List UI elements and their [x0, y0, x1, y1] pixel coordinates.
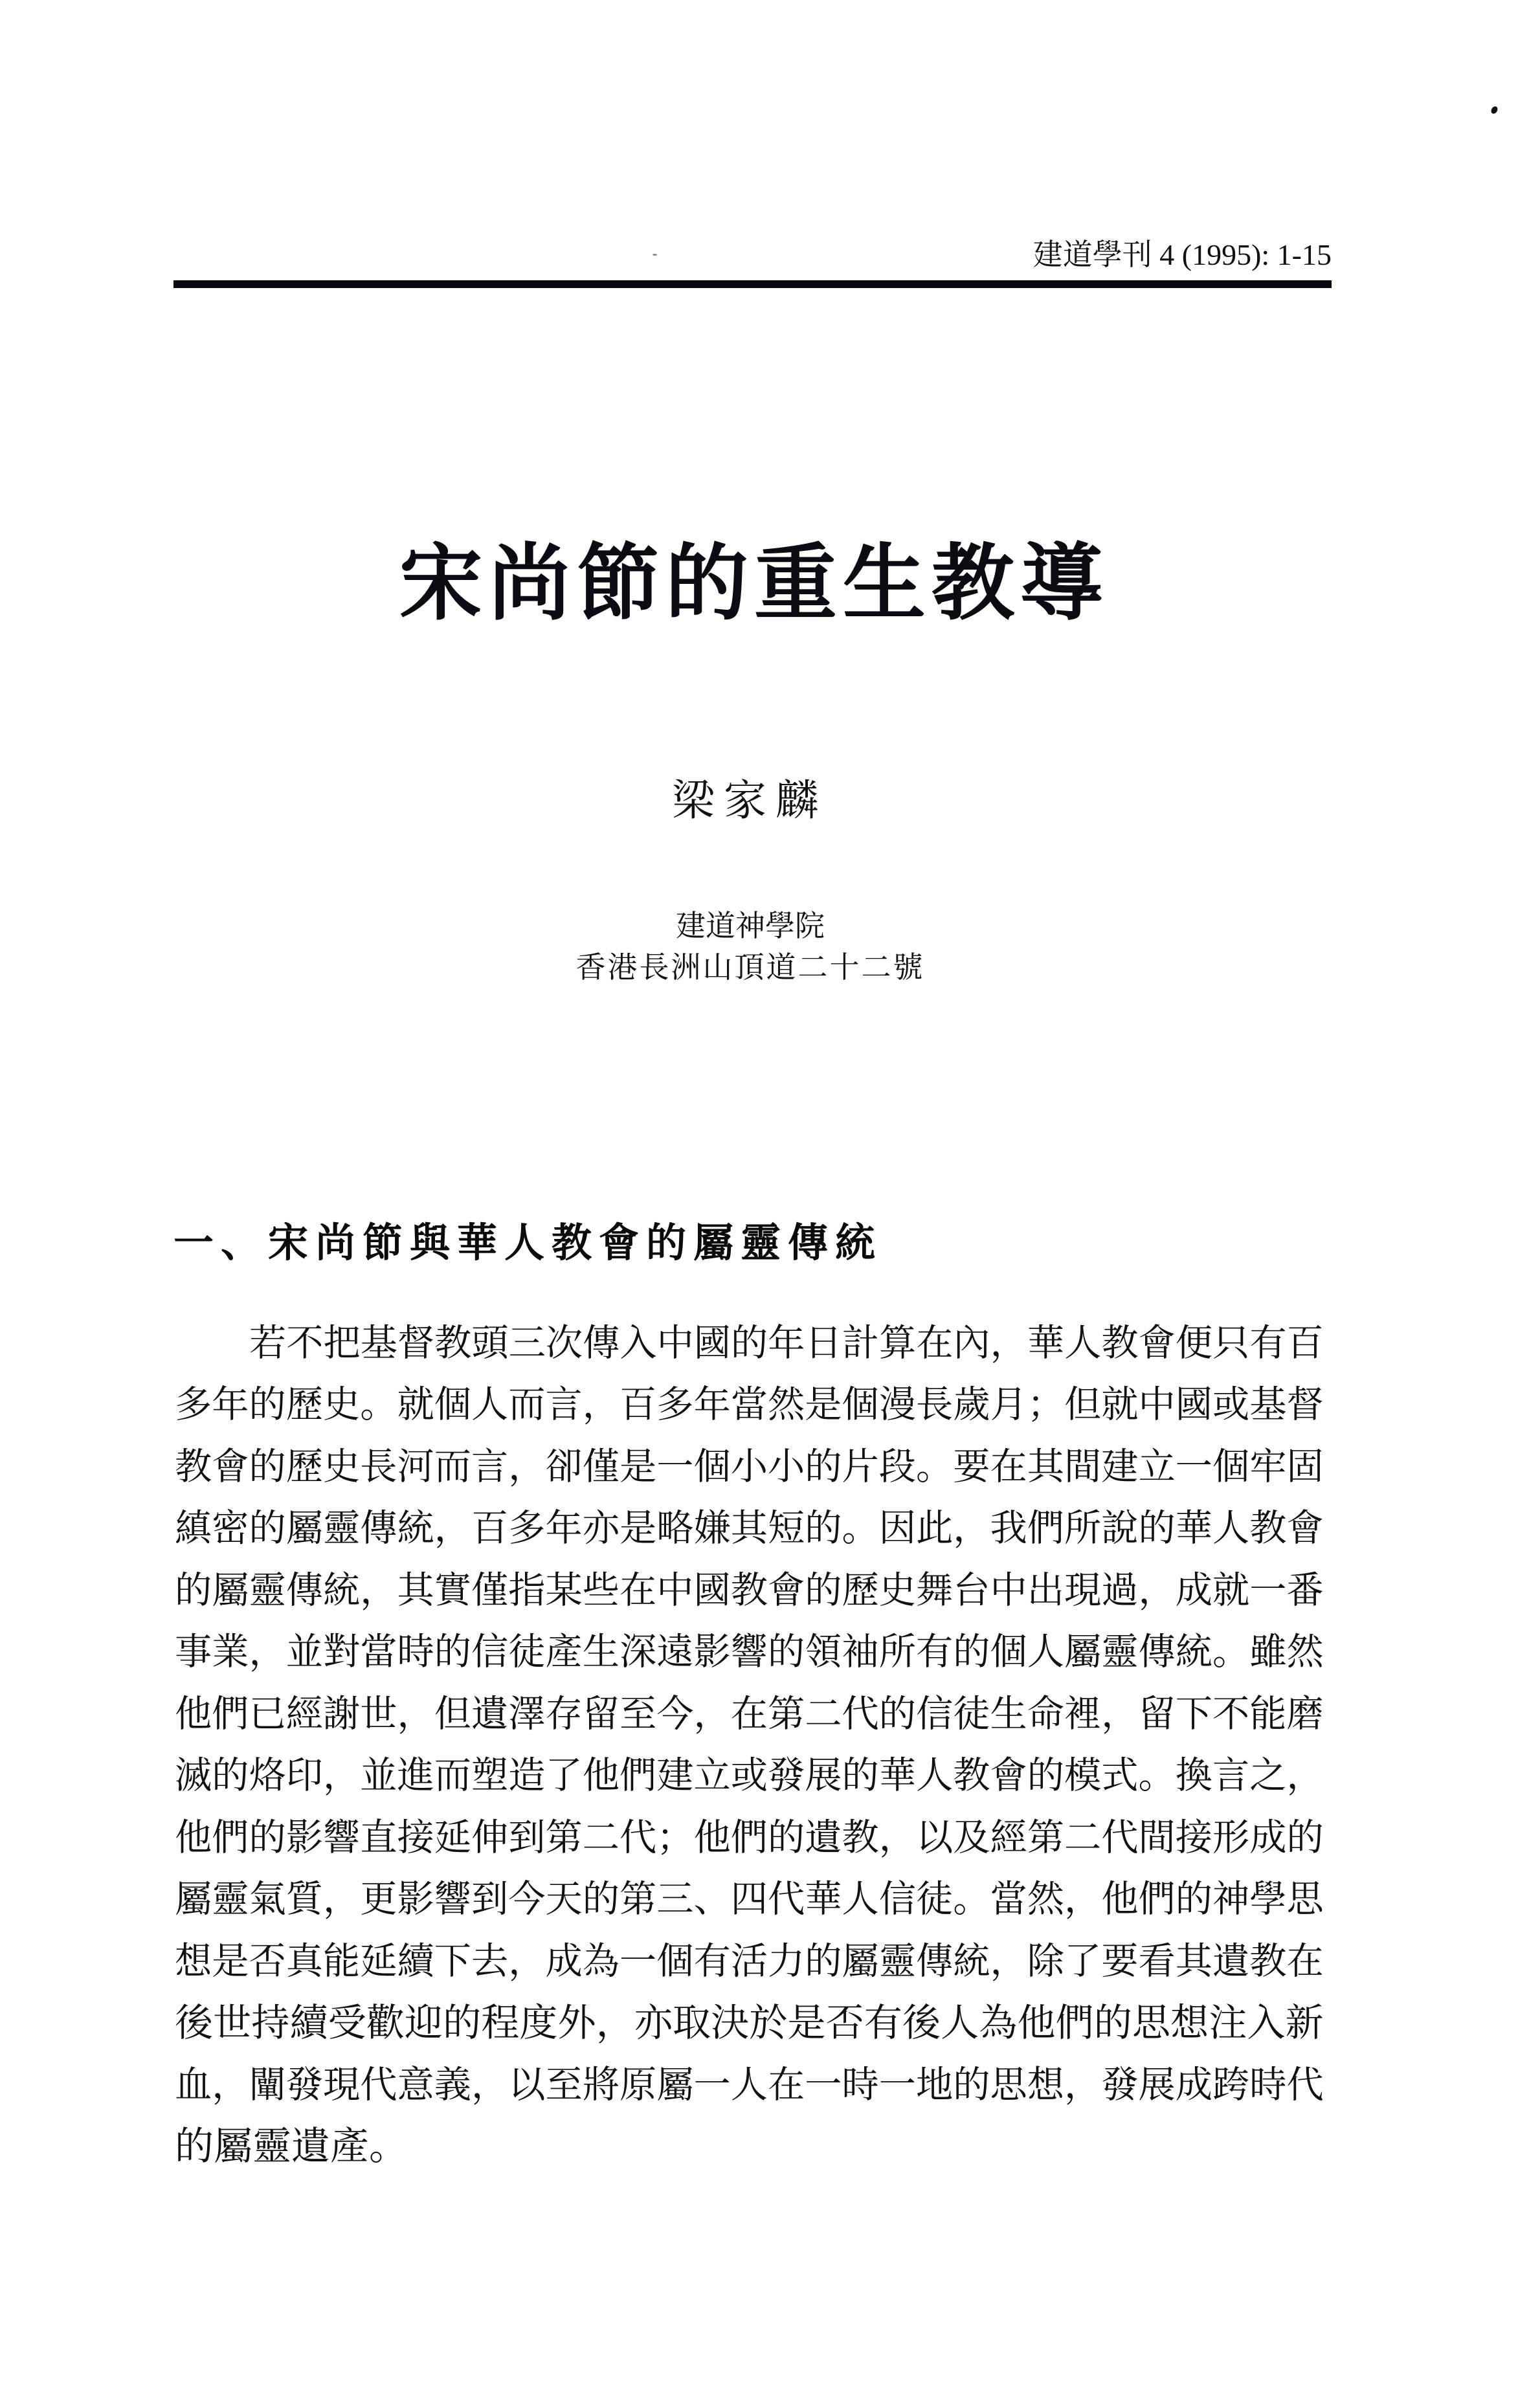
- paragraph-line: 縝密的屬靈傳統，百多年亦是略嫌其短的。因此，我們所說的華人教會: [175, 1506, 1324, 1550]
- paragraph-line: 想是否真能延續下去，成為一個有活力的屬靈傳統，除了要看其遺教在: [175, 1939, 1324, 1983]
- paragraph-line: 事業，並對當時的信徒產生深遠影響的領袖所有的個人屬靈傳統。雖然: [175, 1630, 1324, 1673]
- article-title: 宋尚節的重生教導: [399, 535, 1109, 632]
- scan-speck: [653, 254, 657, 256]
- paragraph-line: 多年的歷史。就個人而言，百多年當然是個漫長歲月；但就中國或基督: [175, 1383, 1324, 1426]
- section-heading: 一、宋尚節與華人教會的屬靈傳統: [173, 1219, 883, 1266]
- paragraph-line: 屬靈氣質，更影響到今天的第三、四代華人信徒。當然，他們的神學思: [175, 1877, 1324, 1921]
- paragraph-line: 血，闡發現代意義，以至將原屬一人在一時一地的思想，發展成跨時代: [175, 2063, 1324, 2106]
- author-name: 梁家麟: [672, 775, 827, 825]
- paragraph-line: 滅的烙印，並進而塑造了他們建立或發展的華人教會的模式。換言之，: [175, 1754, 1324, 1797]
- affiliation-address: 香港長洲山頂道二十二號: [575, 950, 925, 985]
- header-rule: [173, 280, 1332, 288]
- paragraph-line: 教會的歷史長河而言，卻僅是一個小小的片段。要在其間建立一個牢固: [175, 1445, 1324, 1488]
- paragraph-line: 的屬靈遺產。: [175, 2124, 408, 2169]
- paragraph-line: 他們已經謝世，但遺澤存留至今，在第二代的信徒生命裡，留下不能磨: [175, 1692, 1324, 1735]
- paragraph-line: 後世持續受歡迎的程度外，亦取決於是否有後人為他們的思想注入新: [175, 2000, 1324, 2045]
- paragraph-line: 若不把基督教頭三次傳入中國的年日計算在內，華人教會便只有百: [249, 1322, 1324, 1365]
- affiliation-institution: 建道神學院: [676, 908, 825, 943]
- running-head: 建道學刊 4 (1995): 1-15: [1032, 238, 1332, 271]
- paragraph-line: 的屬靈傳統，其實僅指某些在中國教會的歷史舞台中出現過，成就一番: [175, 1568, 1324, 1612]
- scan-speck: [1490, 106, 1499, 115]
- paragraph-line: 他們的影響直接延伸到第二代；他們的遺教，以及經第二代間接形成的: [175, 1816, 1324, 1859]
